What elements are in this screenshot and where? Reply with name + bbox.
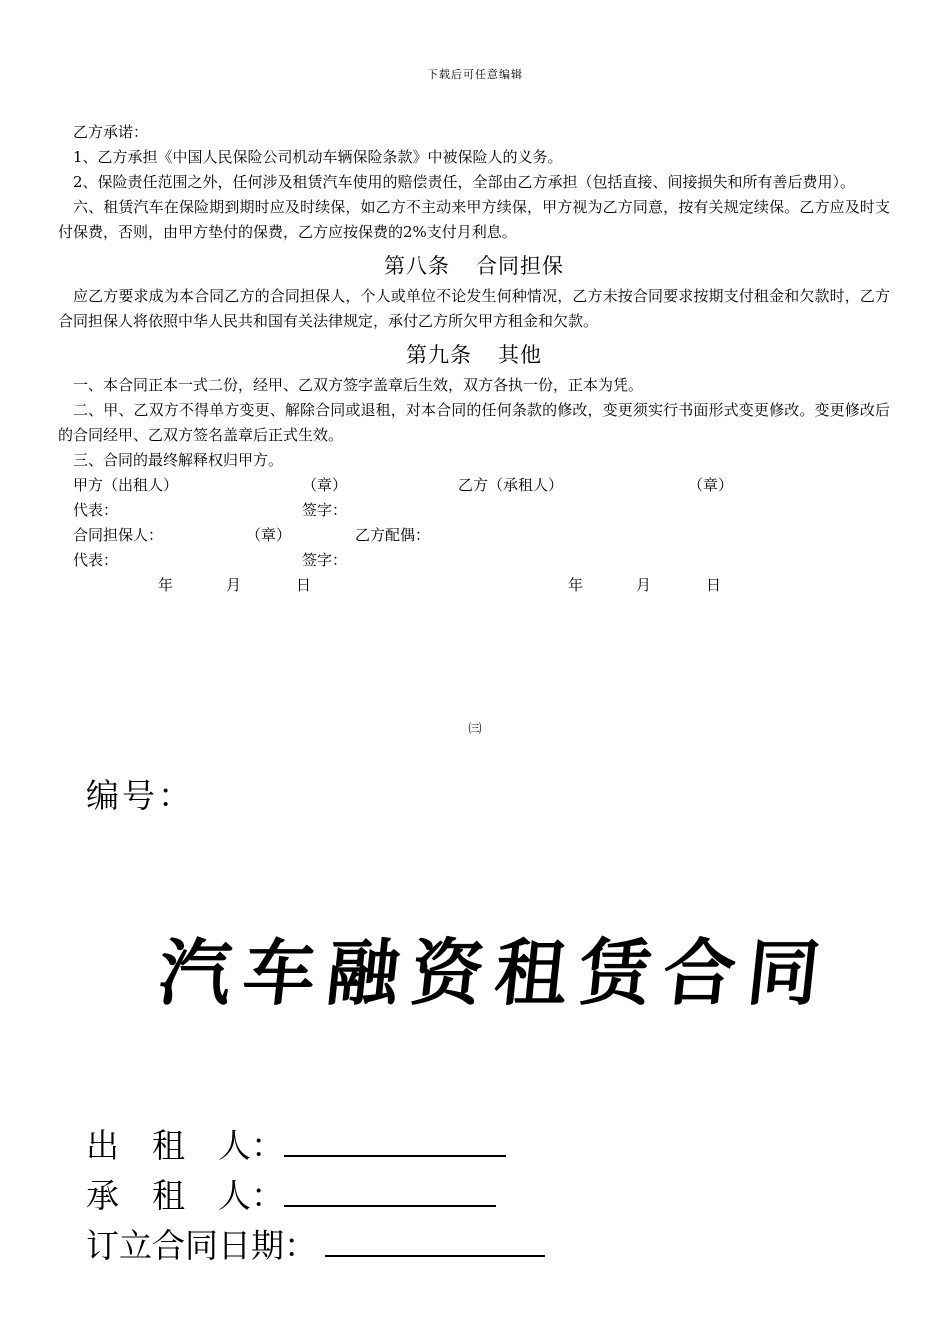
contract-title: 汽车融资租赁合同 bbox=[154, 931, 836, 1015]
date-year: 年 bbox=[158, 576, 174, 594]
article-8-heading bbox=[58, 251, 890, 281]
paragraph: 六、租赁汽车在保险期到期时应及时续保，如乙方不主动来甲方续保，甲方视为乙方同意，按有关规定续保。乙方应及时支付保费，否则，由甲方垫付的保费，乙方应按保费的2%支付月利息。 bbox=[58, 198, 890, 241]
article-9-heading bbox=[58, 340, 890, 370]
contract-date-field bbox=[86, 1220, 545, 1267]
article-8-paragraph: 应乙方要求成为本合同乙方的合同担保人，个人或单位不论发生何种情况，乙方未按合同要求按期支付租金和欠款时，乙方合同担保人将依照中华人民共和国有关法律规定，承付乙方所欠甲方租金和欠款。 bbox=[58, 287, 890, 330]
signature-row-parties bbox=[58, 473, 890, 498]
page-header: 下载后可任意编辑 bbox=[427, 68, 523, 81]
contract-number-label: 编号： bbox=[86, 776, 194, 815]
paragraph: 二、甲、乙双方不得单方变更、解除合同或退租，对本合同的任何条款的修改，变更须实行书面形式变更修改。变更修改后的合同经甲、乙双方签名盖章后正式生效。 bbox=[58, 401, 890, 444]
representative-label: 代表： bbox=[73, 551, 119, 569]
date-year: 年 bbox=[568, 576, 584, 594]
signature-row-guarantor bbox=[58, 523, 890, 548]
party-a-seal: （章） bbox=[302, 476, 348, 494]
date-day: 日 bbox=[706, 576, 722, 594]
article-8-title: 合同担保 bbox=[476, 254, 564, 278]
signature-row-rep-2 bbox=[58, 548, 890, 573]
section-separator: ㈢ bbox=[468, 722, 482, 737]
party-b-label: 乙方（承租人） bbox=[458, 476, 564, 494]
party-b-seal: （章） bbox=[688, 476, 734, 494]
lessee-field bbox=[86, 1170, 496, 1217]
lessee-input-line[interactable] bbox=[284, 1175, 496, 1207]
contract-date-label: 订立合同日期： bbox=[86, 1226, 317, 1265]
lessor-input-line[interactable] bbox=[284, 1125, 506, 1157]
paragraph: 1、乙方承担《中国人民保险公司机动车辆保险条款》中被保险人的义务。 bbox=[73, 148, 563, 166]
signature-row-rep bbox=[58, 498, 890, 523]
contract-date-input-line[interactable] bbox=[325, 1225, 545, 1257]
date-day: 日 bbox=[296, 576, 312, 594]
spouse-label: 乙方配偶： bbox=[355, 526, 431, 544]
lessor-label: 出 租 人： bbox=[86, 1126, 284, 1165]
article-8-number: 第八条 bbox=[384, 254, 450, 278]
signature-label: 签字： bbox=[302, 501, 348, 519]
guarantor-label: 合同担保人： bbox=[73, 526, 164, 544]
contract-body bbox=[58, 120, 890, 598]
signature-label: 签字： bbox=[302, 551, 348, 569]
signature-row-dates bbox=[58, 573, 890, 598]
paragraph: 三、合同的最终解释权归甲方。 bbox=[73, 451, 284, 469]
paragraph: 一、本合同正本一式二份，经甲、乙双方签字盖章后生效，双方各执一份，正本为凭。 bbox=[73, 376, 644, 394]
article-9-number: 第九条 bbox=[406, 343, 472, 367]
paragraph: 乙方承诺： bbox=[73, 123, 149, 141]
lessee-label: 承 租 人： bbox=[86, 1176, 284, 1215]
representative-label: 代表： bbox=[73, 501, 119, 519]
party-a-label: 甲方（出租人） bbox=[73, 476, 179, 494]
paragraph: 2、保险责任范围之外，任何涉及租赁汽车使用的赔偿责任，全部由乙方承担（包括直接、间接损失和所有善后费用）。 bbox=[73, 173, 856, 191]
lessor-field bbox=[86, 1120, 506, 1167]
guarantor-seal: （章） bbox=[246, 526, 292, 544]
date-month: 月 bbox=[226, 576, 242, 594]
date-month: 月 bbox=[636, 576, 652, 594]
article-9-title: 其他 bbox=[498, 343, 542, 367]
